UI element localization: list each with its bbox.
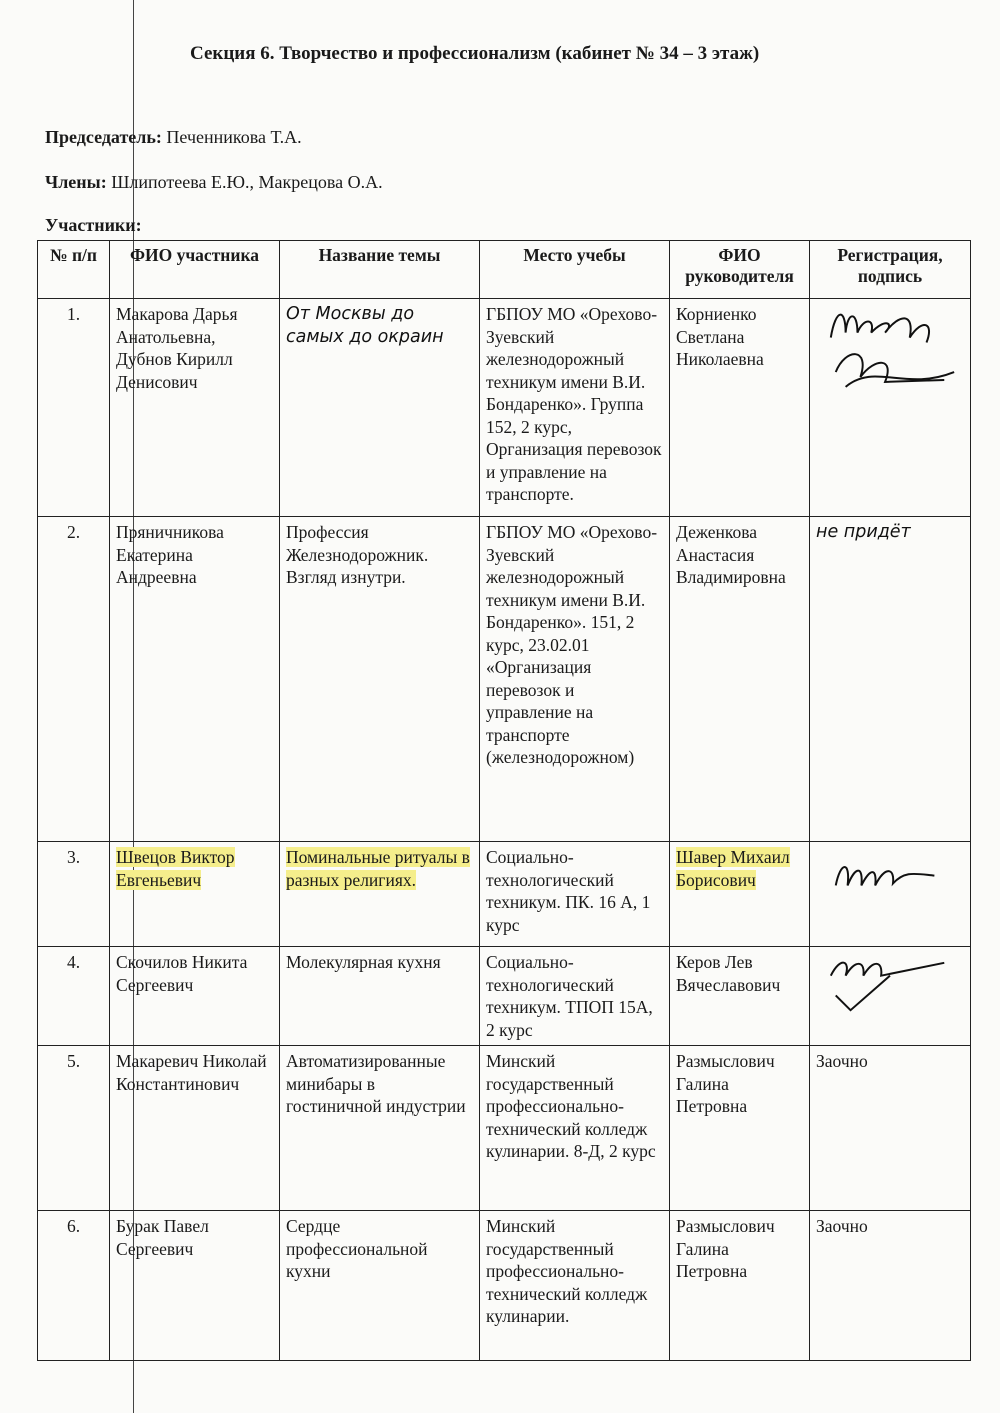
row-num: 4. (38, 947, 110, 1046)
table-row (38, 1211, 971, 1361)
row-num: 3. (38, 842, 110, 947)
row-place: Минский государственный профессионально-технический колледж кулинарии. 8-Д, 2 курс (480, 1046, 670, 1211)
row-name: Пряничникова Екатерина Андреевна (110, 517, 280, 842)
row-registration: Заочно (810, 1211, 971, 1361)
header-name: ФИО участника (110, 241, 280, 299)
header-registration: Регистрация, подпись (810, 241, 971, 299)
header-num: № п/п (38, 241, 110, 299)
members-label: Члены: (45, 172, 107, 192)
highlighted-name: Швецов Виктор Евгеньевич (116, 847, 235, 890)
row-name: Макаревич Николай Константинович (110, 1046, 280, 1211)
row-name: Скочилов Никита Сергеевич (110, 947, 280, 1046)
table-row (38, 842, 971, 947)
row-supervisor: Размыслович Галина Петровна (670, 1211, 810, 1361)
chair-label: Председатель: (45, 127, 162, 147)
row-num: 2. (38, 517, 110, 842)
row-num: 6. (38, 1211, 110, 1361)
row-registration (810, 947, 971, 1046)
header-topic: Название темы (280, 241, 480, 299)
row-num: 5. (38, 1046, 110, 1211)
signature-image (816, 846, 964, 905)
row-place: Социально-технологический техникум. ТПОП 15А, 2 курс (480, 947, 670, 1046)
header-place: Место учебы (480, 241, 670, 299)
table-row (38, 517, 971, 842)
row-supervisor: Керов Лев Вячеславович (670, 947, 810, 1046)
row-topic: Сердце профессиональной кухни (280, 1211, 480, 1361)
row-place: Минский государственный профессионально-технический колледж кулинарии. (480, 1211, 670, 1361)
table-row (38, 947, 971, 1046)
row-place: Социально-технологический техникум. ПК. 16 А, 1 курс (480, 842, 670, 947)
members-value: Шлипотеева Е.Ю., Макрецова О.А. (111, 172, 383, 192)
row-name: Макарова Дарья Анатольевна, Дубнов Кирилл Денисович (110, 299, 280, 517)
row-supervisor: Деженкова Анастасия Владимировна (670, 517, 810, 842)
participants-table (37, 240, 971, 1361)
row-topic: Молекулярная кухня (280, 947, 480, 1046)
page-title: Секция 6. Творчество и профессионализм (кабинет № 34 – 3 этаж) (190, 43, 760, 64)
row-place: ГБПОУ МО «Орехово-Зуевский железнодорожный техникум имени В.И. Бондаренко». 151, 2 курс, 23.02.01 «Организация перевозок и управление на транспорте (железнодорожном) (480, 517, 670, 842)
row-supervisor (670, 842, 810, 947)
signature-image (816, 303, 964, 402)
row-supervisor: Размыслович Галина Петровна (670, 1046, 810, 1211)
row-num: 1. (38, 299, 110, 517)
participants-label: Участники: (45, 215, 142, 235)
table-row (38, 1046, 971, 1211)
row-supervisor: Корниенко Светлана Николаевна (670, 299, 810, 517)
highlighted-topic: Поминальные ритуалы в разных религиях. (286, 847, 470, 890)
row-name (110, 842, 280, 947)
row-topic: Профессия Железнодорожник. Взгляд изнутри. (280, 517, 480, 842)
row-registration-handwritten: не придёт (810, 517, 971, 842)
row-topic (280, 842, 480, 947)
row-topic: Автоматизированные минибары в гостиничной индустрии (280, 1046, 480, 1211)
chair-line (45, 127, 302, 148)
members-line (45, 172, 383, 193)
header-supervisor: ФИО руководителя (670, 241, 810, 299)
row-registration: Заочно (810, 1046, 971, 1211)
signature-image (816, 951, 964, 1020)
row-place: ГБПОУ МО «Орехово-Зуевский железнодорожный техникум имени В.И. Бондаренко». Группа 152, 2 курс, Организация перевозок и управление на транспорте. (480, 299, 670, 517)
row-name: Бурак Павел Сергеевич (110, 1211, 280, 1361)
row-registration (810, 842, 971, 947)
row-registration (810, 299, 971, 517)
chair-value: Печенникова Т.А. (166, 127, 302, 147)
row-topic-handwritten: От Москвы до самых до окраин (280, 299, 480, 517)
table-header-row (38, 241, 971, 299)
table-row (38, 299, 971, 517)
highlighted-supervisor: Шавер Михаил Борисович (676, 847, 790, 890)
